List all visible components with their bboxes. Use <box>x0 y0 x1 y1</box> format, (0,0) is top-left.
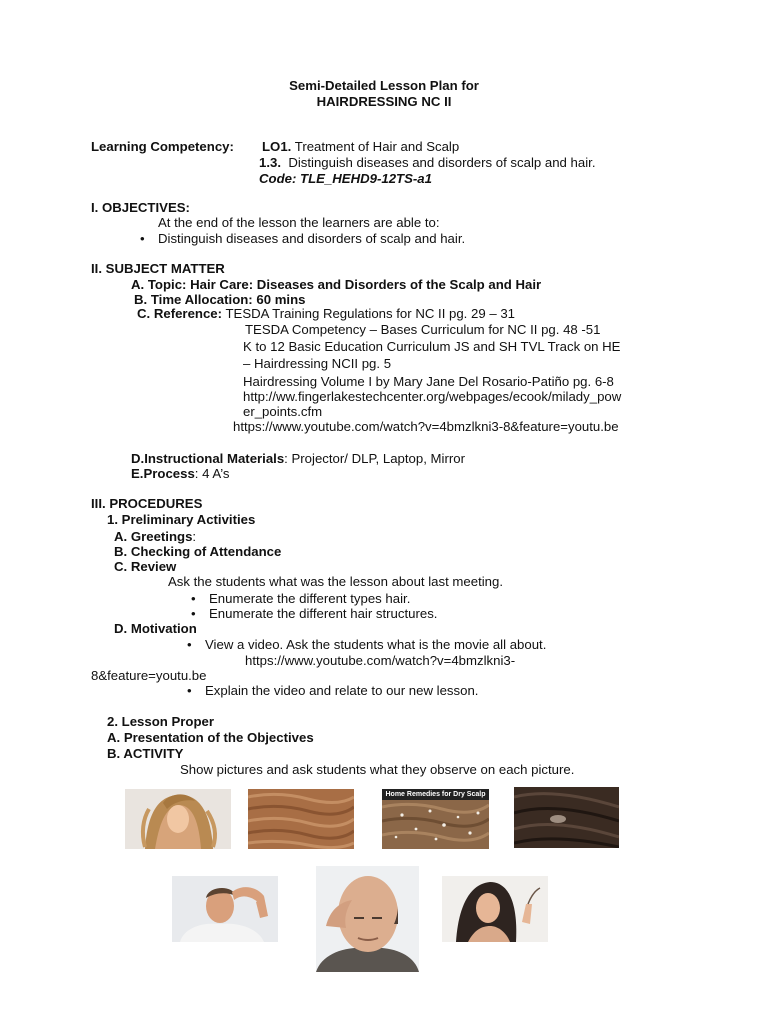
reference-link[interactable]: http://ww.fingerlakestechcenter.org/webpages/ecook/milady_pow <box>243 389 622 404</box>
preliminary-activities: 1. Preliminary Activities <box>107 512 256 527</box>
procedures-heading: III. PROCEDURES <box>91 496 203 511</box>
man-scratching-head-photo <box>172 876 278 942</box>
competency-label: Learning Competency: <box>91 139 234 154</box>
objectives-bullet: • Distinguish diseases and disorders of scalp and hair. <box>158 231 465 247</box>
competency-sub <box>259 155 595 171</box>
title-line1: Semi-Detailed Lesson Plan for <box>289 78 479 93</box>
process-text: : 4 A’s <box>194 466 230 481</box>
reference-item: K to 12 Basic Education Curriculum JS and SH TVL Track on HE <box>243 339 621 354</box>
attendance-label: B. Checking of Attendance <box>114 544 282 559</box>
process-line <box>131 466 229 482</box>
subject-heading: II. SUBJECT MATTER <box>91 261 225 276</box>
greetings-label: A. Greetings <box>114 529 193 544</box>
review-bullet: • Enumerate the different hair structures. <box>209 606 437 622</box>
reference-item: – Hairdressing NCII pg. 5 <box>243 356 392 371</box>
topic-text: Hair Care: Diseases and Disorders of the Scalp and Hair <box>190 277 542 292</box>
review-label: C. Review <box>114 559 177 574</box>
time-label: B. Time Allocation: <box>134 292 253 307</box>
competency-lo <box>262 139 459 155</box>
reference-label: C. Reference: <box>137 306 223 321</box>
topic-line <box>131 277 541 293</box>
motivation-bullet: • View a video. Ask the students what is the movie all about. <box>205 637 546 653</box>
dry-scalp-photo <box>382 789 489 849</box>
sub-code: 1.3. <box>259 155 281 170</box>
sub-text: Distinguish diseases and disorders of scalp and hair. <box>288 155 596 170</box>
time-text: 60 mins <box>256 292 306 307</box>
motivation-link-cont[interactable]: 8&feature=youtu.be <box>91 668 207 683</box>
materials-label: D.Instructional Materials <box>131 451 285 466</box>
topic-label: A. Topic: <box>131 277 187 292</box>
review-text: Ask the students what was the lesson about last meeting. <box>168 574 504 589</box>
title-line2: HAIRDRESSING NC II <box>316 94 452 109</box>
materials-text: : Projector/ DLP, Laptop, Mirror <box>284 451 465 466</box>
dark-hair-scalp-photo <box>514 787 619 848</box>
reference-item: TESDA Competency – Bases Curriculum for NC II pg. 48 -51 <box>245 322 601 337</box>
balding-man-photo <box>316 866 419 972</box>
reference-link[interactable]: https://www.youtube.com/watch?v=4bmzlkni3-8&feature=youtu.be <box>233 419 619 434</box>
motivation-bullet: • Explain the video and relate to our new lesson. <box>205 683 478 699</box>
woman-looking-at-hair-photo <box>442 876 548 942</box>
hair-closeup-photo <box>248 789 354 849</box>
reference-first: TESDA Training Regulations for NC II pg. 29 – 31 <box>225 306 516 321</box>
competency-code: Code: TLE_HEHD9-12TS-a1 <box>259 171 432 186</box>
materials-line <box>131 451 465 467</box>
review-bullet: • Enumerate the different types hair. <box>209 591 410 607</box>
objectives-heading: I. OBJECTIVES: <box>91 200 190 215</box>
process-label: E.Process <box>131 466 195 481</box>
reference-line <box>137 306 515 322</box>
reference-link[interactable]: er_points.cfm <box>243 404 323 419</box>
woman-dry-hair-photo <box>125 789 231 849</box>
dry-scalp-banner: Home Remedies for Dry Scalp <box>385 791 486 798</box>
greetings-line <box>114 529 196 545</box>
reference-item: Hairdressing Volume I by Mary Jane Del Rosario-Patiño pg. 6-8 <box>243 374 614 389</box>
lo-code: LO1. <box>262 139 292 154</box>
activity-label: B. ACTIVITY <box>107 746 184 761</box>
motivation-label: D. Motivation <box>114 621 197 636</box>
presentation-objectives: A. Presentation of the Objectives <box>107 730 314 745</box>
motivation-link[interactable]: https://www.youtube.com/watch?v=4bmzlkni3- <box>245 653 516 668</box>
objectives-intro: At the end of the lesson the learners are able to: <box>158 215 440 230</box>
greetings-colon: : <box>192 529 197 544</box>
activity-text: Show pictures and ask students what they observe on each picture. <box>180 762 575 777</box>
lo-text: Treatment of Hair and Scalp <box>294 139 460 154</box>
lesson-proper: 2. Lesson Proper <box>107 714 215 729</box>
